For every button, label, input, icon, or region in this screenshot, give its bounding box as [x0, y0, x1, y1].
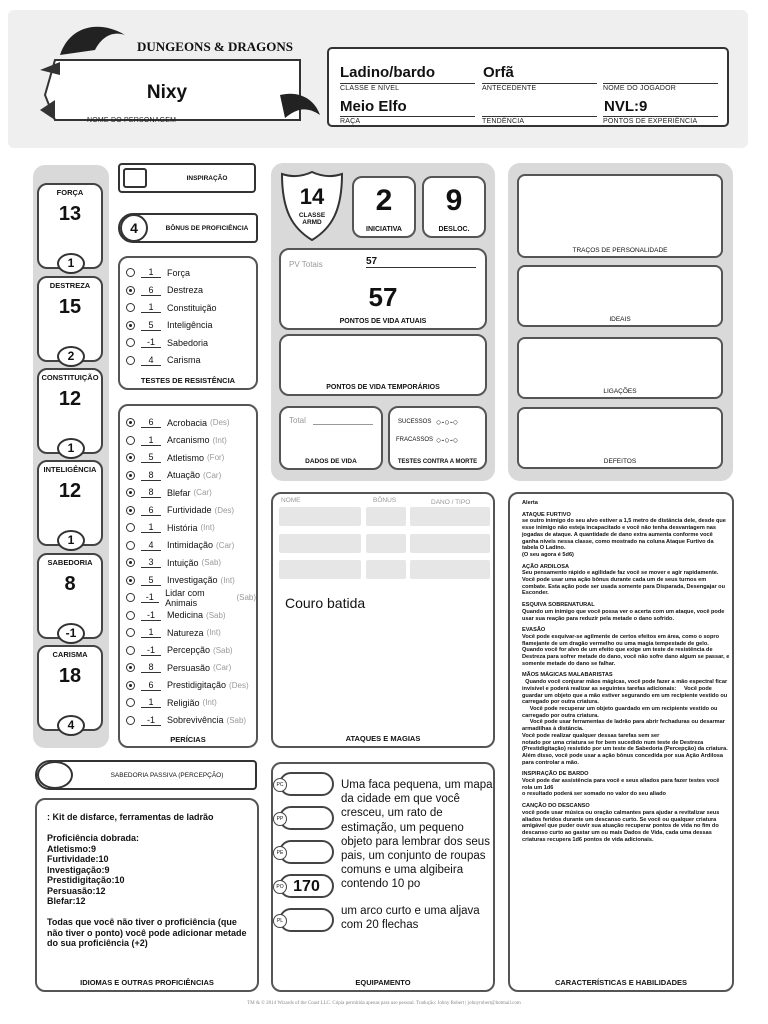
skill-value[interactable]: -1 — [141, 715, 161, 726]
proficiency-label: BÔNUS DE PROFICIÊNCIA — [165, 225, 249, 232]
languages-title: IDIOMAS E OUTRAS PROFICIÊNCIAS — [80, 978, 214, 987]
skill-attribute: (Sab) — [236, 593, 256, 603]
ability-modifier[interactable]: 2 — [57, 346, 85, 367]
speed-label: DESLOC. — [438, 226, 470, 233]
proficiency-bubble[interactable] — [126, 558, 135, 567]
inspiration-value[interactable] — [123, 168, 147, 188]
saving-throws-title: TESTES DE RESISTÊNCIA — [140, 376, 236, 385]
skill-row[interactable] — [126, 694, 256, 712]
race-label: RAÇA — [340, 116, 475, 125]
attacks-title: ATAQUES E MAGIAS — [345, 734, 421, 743]
flaws-box[interactable] — [517, 407, 723, 469]
proficiency-bubble[interactable] — [126, 523, 135, 532]
skill-row[interactable] — [126, 519, 256, 537]
background-value[interactable]: Orfã — [483, 64, 514, 81]
character-name[interactable]: Nixy — [146, 82, 188, 103]
proficiency-value[interactable]: 4 — [120, 214, 148, 242]
skill-row[interactable] — [126, 432, 256, 450]
skill-label: Acrobacia — [167, 417, 208, 428]
skill-label: Sobrevivência — [167, 715, 224, 726]
ability-4 — [37, 553, 103, 639]
alignment-label: TENDÊNCIA — [482, 116, 597, 125]
class-level-value[interactable]: Ladino/bardo — [340, 64, 435, 81]
ideals-label: IDEAIS — [609, 316, 631, 323]
feature-heading: ESQUIVA SOBRENATURAL — [522, 602, 595, 609]
skill-label: Intuição — [167, 557, 199, 568]
attacks-col-bonus: BÔNUS — [373, 497, 397, 504]
coin-label: PL — [273, 914, 287, 928]
saving-throw-value[interactable]: 1 — [141, 302, 161, 313]
skill-attribute: (Car) — [216, 540, 235, 550]
skill-attribute: (For) — [207, 453, 225, 463]
skill-attribute: (Des) — [210, 418, 230, 428]
saving-throw-label: Força — [167, 267, 191, 278]
coin-label: PP — [273, 812, 287, 826]
skill-value[interactable]: 1 — [141, 697, 161, 708]
features-title: CARACTERÍSTICAS E HABILIDADES — [554, 978, 688, 987]
proficiency-bubble[interactable] — [126, 303, 135, 312]
skill-row[interactable] — [126, 589, 256, 607]
saving-throw-label: Carisma — [167, 355, 201, 366]
saving-throw-row[interactable] — [126, 352, 217, 370]
saving-throws-panel — [118, 256, 258, 390]
bonds-label: LIGAÇÕES — [603, 388, 637, 395]
ability-modifier[interactable]: 1 — [57, 253, 85, 274]
attacks-col-name: NOME — [281, 497, 301, 504]
ability-score[interactable]: 15 — [58, 296, 82, 318]
hit-dice-label: DADOS DE VIDA — [305, 458, 357, 465]
proficiency-box — [118, 213, 258, 243]
skill-attribute: (Sab) — [201, 558, 222, 568]
feature-block — [522, 672, 730, 766]
death-saves-box — [388, 406, 487, 470]
saving-throw-row[interactable] — [126, 299, 217, 317]
attack-cell[interactable] — [279, 534, 361, 553]
skill-row[interactable] — [126, 572, 256, 590]
proficiency-bubble[interactable] — [126, 611, 135, 620]
skills-panel — [118, 404, 258, 748]
skill-label: Percepção — [167, 645, 211, 656]
skill-value[interactable]: 8 — [141, 470, 161, 481]
feature-block — [522, 803, 730, 843]
feature-body[interactable]: se outro inimigo do seu alvo estiver a 1,5 metro de distância dele, desde que esse inimigo não esteja incapacitado e você não tenha desvantagem nas jogadas de ataque. A quantidade de dano extra aumenta conforme você ganha níveis nessa classe, como mostrado na coluna Ataque Furtivo da tabela O Ladino. (O seu agora é 5d6) — [522, 518, 726, 558]
saving-throw-label: Constituição — [167, 302, 217, 313]
feature-heading: INSPIRAÇÃO DE BARDO — [522, 771, 589, 778]
feature-body[interactable]: Quando você conjurar mãos mágicas, você pode fazer a mão espectral ficar invisível e poderá realizar as seguintes tarefas adicionais: Você pode guardar um objeto que a mão estiver segurando em um recipiente vestido ou carregado por outra criatura. Você pode recuperar um objeto guardado em um recipiente vestido ou carregado por outra criatura. Você pode usar ferramentas de ladrão para abrir fechaduras ou desarmar armadilhas à distância. Você pode realizar qualquer dessas tarefas sem ser notado por uma criatura se for bem sucedido num teste de Destreza (Prestidigitação) resistido por um teste de Sabedoria (Percepção) da criatura. Além disso, você pode usar a ação bônus concedida por sua Ação Ardilosa para controlar a mão. — [522, 679, 728, 766]
equipment-text-2[interactable]: um arco curto e uma aljava com 20 flechas — [341, 905, 480, 932]
coin-label: PC — [273, 778, 287, 792]
saving-throw-value[interactable]: -1 — [141, 337, 161, 348]
ability-name: CARISMA — [52, 650, 88, 659]
feature-heading: AÇÃO ARDILOSA — [522, 563, 570, 570]
skill-attribute: (Car) — [213, 663, 232, 673]
feature-heading: ATAQUE FURTIVO — [522, 511, 571, 518]
skill-attribute: (Int) — [200, 523, 215, 533]
attack-cell[interactable] — [279, 507, 361, 526]
skill-attribute: (Des) — [214, 505, 235, 515]
proficiency-bubble[interactable] — [126, 436, 135, 445]
inspiration-box — [118, 163, 256, 193]
skill-label: Medicina — [167, 610, 204, 621]
skill-value[interactable]: 6 — [141, 505, 161, 516]
proficiency-bubble[interactable] — [126, 268, 135, 277]
feature-heading: MÃOS MÁGICAS MALABARISTAS — [522, 672, 613, 679]
ability-name: FORÇA — [56, 188, 84, 197]
hit-dice-box — [279, 406, 383, 470]
proficiency-bubble[interactable] — [126, 321, 135, 330]
passive-wisdom-label: SABEDORIA PASSIVA (PERCEPÇÃO) — [110, 772, 224, 779]
proficiency-bubble[interactable] — [126, 698, 135, 707]
hp-temp-label: PONTOS DE VIDA TEMPORÁRIOS — [326, 384, 440, 391]
feature-body[interactable]: Seu pensamento rápido e agilidade faz você se mover e agir rapidamente. Você pode usar uma ação bônus durante cada um de seus turnos em combate. Esta ação pode ser usada somente para Disparada, Desengajar ou Esconder. — [522, 570, 727, 597]
equipment-panel — [271, 762, 495, 992]
languages-panel — [35, 798, 259, 992]
hp-current-value[interactable]: 57 — [368, 282, 398, 312]
skill-row[interactable] — [126, 414, 256, 432]
saving-throw-row[interactable] — [126, 264, 217, 282]
skill-label: Investigação — [167, 575, 218, 586]
skill-row[interactable] — [126, 659, 256, 677]
ability-modifier[interactable]: -1 — [57, 623, 85, 644]
skill-value[interactable]: 8 — [141, 487, 161, 498]
ability-score[interactable]: 13 — [58, 203, 82, 225]
coin-box[interactable] — [276, 840, 334, 864]
class-level-label: CLASSE E NÍVEL — [340, 83, 475, 92]
skill-attribute: (Des) — [229, 680, 249, 690]
skill-value[interactable]: -1 — [141, 610, 161, 621]
skill-label: Persuasão — [167, 662, 211, 673]
coin-label: PO — [273, 880, 287, 894]
skill-attribute: (Int) — [206, 628, 221, 638]
feature-body[interactable]: Você pode esquivar-se agilmente de certos efeitos em área, como o sopro flamejante de um dragão vermelho ou uma magia tempestade de gelo. Quando você for alvo de um efeito que exige um teste de resistência de Destreza para sofrer metade do dano, você não sofre dano algum se passar, e somente metade do dano se falhar. — [522, 633, 731, 667]
skill-value[interactable]: 1 — [141, 435, 161, 446]
skill-row[interactable] — [126, 642, 256, 660]
initiative-value[interactable]: 2 — [375, 184, 393, 217]
features-panel — [508, 492, 734, 992]
ability-name: DESTREZA — [49, 281, 91, 290]
initiative-label: INICIATIVA — [366, 226, 402, 233]
proficiency-bubble[interactable] — [126, 286, 135, 295]
skill-value[interactable]: -1 — [141, 592, 160, 603]
death-fail-label: FRACASSOS — [396, 437, 434, 443]
speed-value[interactable]: 9 — [445, 184, 463, 217]
skill-value[interactable]: 4 — [141, 540, 161, 551]
saving-throw-value[interactable]: 5 — [141, 320, 161, 331]
saving-throw-value[interactable]: 6 — [141, 285, 161, 296]
ideals-box[interactable] — [517, 265, 723, 327]
proficiency-bubble[interactable] — [126, 488, 135, 497]
skill-attribute: (Sab) — [206, 610, 226, 620]
hp-max-value[interactable]: 57 — [366, 256, 476, 268]
skill-value[interactable]: 5 — [141, 575, 161, 586]
feature-block — [522, 500, 730, 507]
skill-row[interactable] — [126, 607, 256, 625]
ability-5 — [37, 645, 103, 731]
feature-heading: EVASÃO — [522, 627, 546, 634]
attacks-col-damage: DANO / TIPO — [431, 499, 471, 506]
xp-label: PONTOS DE EXPERIÊNCIA — [603, 116, 718, 125]
flaws-label: DEFEITOS — [603, 458, 637, 465]
ability-score[interactable]: 12 — [58, 480, 82, 502]
armor-class-value[interactable]: 14 — [299, 184, 325, 209]
attack-cell[interactable] — [366, 534, 406, 553]
armor-class-label: CLASSE ARMD — [298, 212, 326, 226]
logo-text: DUNGEONS & DRAGONS — [137, 39, 294, 54]
attack-cell[interactable] — [410, 560, 490, 579]
skill-attribute: (Car) — [203, 470, 222, 480]
race-value[interactable]: Meio Elfo — [340, 98, 407, 115]
hp-current-box — [279, 248, 487, 330]
skill-row[interactable] — [126, 554, 256, 572]
skill-label: Furtividade — [167, 505, 212, 516]
skill-label: Religião — [167, 697, 200, 708]
proficiency-bubble[interactable] — [126, 646, 135, 655]
equipment-text-1[interactable]: Uma faca pequena, um mapa da cidade em que você cresceu, um rato de estimação, um pequeno objeto para lembrar dos seus pais, um conjunto de roupas comuns e uma algibeira contendo 10 po — [341, 779, 493, 891]
saving-throw-value[interactable]: 4 — [141, 355, 161, 366]
feature-block — [522, 564, 730, 598]
player-name-label: NOME DO JOGADOR — [603, 83, 718, 92]
attack-cell[interactable] — [366, 560, 406, 579]
ability-modifier[interactable]: 4 — [57, 715, 85, 736]
coin-value[interactable]: 170 — [293, 878, 320, 895]
skill-value[interactable]: 3 — [141, 557, 161, 568]
initiative-box — [352, 176, 416, 238]
footer-text: TM & © 2014 Wizards of the Coast LLC. Cópia permitida apenas para uso pessoal. Tradução: Johny Robert | johnyrobert@hotmail.com — [247, 1001, 521, 1006]
ability-1 — [37, 276, 103, 362]
skill-attribute: (Car) — [193, 488, 212, 498]
hp-max-label: PV Totais — [289, 260, 323, 269]
ability-score[interactable]: 12 — [58, 388, 82, 410]
feature-heading: Alerta — [522, 500, 538, 506]
skill-value[interactable]: 8 — [141, 662, 161, 673]
ability-modifier[interactable]: 1 — [57, 530, 85, 551]
proficiency-bubble[interactable] — [126, 576, 135, 585]
attacks-text[interactable]: Couro batida — [285, 595, 366, 611]
proficiency-bubble[interactable] — [126, 716, 135, 725]
ability-name: INTELIGÊNCIA — [43, 465, 97, 474]
skill-value[interactable]: 6 — [141, 680, 161, 691]
feature-block — [522, 512, 730, 559]
proficiency-bubble[interactable] — [126, 418, 135, 427]
feature-block — [522, 771, 730, 798]
death-saves-label: TESTES CONTRA A MORTE — [397, 459, 478, 465]
passive-wisdom-value[interactable] — [37, 761, 73, 789]
equipment-title: EQUIPAMENTO — [355, 978, 411, 987]
ability-name: SABEDORIA — [47, 558, 93, 567]
skill-value[interactable]: 1 — [141, 522, 161, 533]
skill-label: Atletismo — [167, 452, 205, 463]
skill-row[interactable] — [126, 712, 256, 730]
skill-value[interactable]: -1 — [141, 645, 161, 656]
attack-cell[interactable] — [279, 560, 361, 579]
skill-label: Intimidação — [167, 540, 214, 551]
attacks-panel — [271, 492, 495, 748]
speed-box — [422, 176, 486, 238]
skill-value[interactable]: 1 — [141, 627, 161, 638]
death-success-bubbles[interactable]: ○-○-○ — [436, 417, 459, 427]
ability-3 — [37, 460, 103, 546]
saving-throw-label: Inteligência — [167, 320, 213, 331]
skill-row[interactable] — [126, 677, 256, 695]
proficiency-bubble[interactable] — [126, 471, 135, 480]
coin-label: PE — [273, 846, 287, 860]
death-fail-bubbles[interactable]: ○-○-○ — [436, 435, 459, 445]
personality-box[interactable] — [517, 174, 723, 258]
skill-label: História — [167, 522, 198, 533]
skill-label: Arcanismo — [167, 435, 210, 446]
skills-title: PERÍCIAS — [170, 735, 206, 744]
hp-temp-box — [279, 334, 487, 396]
proficiency-bubble[interactable] — [126, 681, 135, 690]
proficiency-bubble[interactable] — [126, 338, 135, 347]
saving-throw-label: Destreza — [167, 285, 204, 296]
skill-attribute: (Sab) — [226, 715, 247, 725]
attack-cell[interactable] — [366, 507, 406, 526]
background-label: ANTECEDENTE — [482, 83, 597, 92]
proficiency-bubble[interactable] — [126, 663, 135, 672]
skill-attribute: (Sab) — [213, 645, 233, 655]
saving-throw-row[interactable] — [126, 334, 217, 352]
feature-body[interactable]: Você pode dar assistência para você e seus aliados para fazer testes você rola um 1d6 o resultado poderá ser somado no valor do seu aliado — [522, 778, 720, 798]
saving-throw-value[interactable]: 1 — [141, 267, 161, 278]
skill-row[interactable] — [126, 467, 256, 485]
feature-block — [522, 602, 730, 622]
skill-label: Lidar com Animais — [165, 587, 205, 608]
skill-row[interactable] — [126, 502, 256, 520]
proficiency-bubble[interactable] — [126, 453, 135, 462]
saving-throw-label: Sabedoria — [167, 337, 209, 348]
feature-block — [522, 627, 730, 667]
saving-throw-row[interactable] — [126, 282, 217, 300]
attack-cell[interactable] — [410, 534, 490, 553]
bonds-box[interactable] — [517, 337, 723, 399]
passive-wisdom-box — [35, 760, 257, 790]
coin-box[interactable] — [276, 772, 334, 796]
skill-row[interactable] — [126, 449, 256, 467]
proficiency-bubble[interactable] — [126, 356, 135, 365]
languages-text[interactable]: : Kit de disfarce, ferramentas de ladrão Proficiência dobrada: Atletismo:9 Furtividade:10 Investigação:9 Prestidigitação:10 Persuasão:12 Blefar:12 Todas que você não tiver o proficiência (que não tiver o ponto) você pode adicionar metade do sua proficiência (+2) — [47, 812, 247, 948]
ability-0 — [37, 183, 103, 269]
skill-label: Blefar — [167, 487, 191, 498]
coin-box[interactable] — [276, 806, 334, 830]
skill-value[interactable]: 6 — [141, 417, 161, 428]
ability-score[interactable]: 18 — [58, 665, 82, 687]
ability-name: CONSTITUIÇÃO — [41, 373, 99, 382]
proficiency-bubble[interactable] — [126, 541, 135, 550]
personality-label: TRAÇOS DE PERSONALIDADE — [572, 247, 668, 254]
xp-value[interactable]: NVL:9 — [604, 98, 648, 115]
skill-row[interactable] — [126, 484, 256, 502]
skill-label: Prestidigitação — [167, 680, 227, 691]
skill-label: Natureza — [167, 627, 204, 638]
skill-row[interactable] — [126, 537, 256, 555]
feature-body[interactable]: você pode usar música ou oração calmantes para ajudar a revitalizar seus aliados feridos durante um descanso curto. Se você ou qualquer criatura amigável que puder ouvir sua atuação recuperar pontos de vida no fim do descanso curto ao gastar um ou mais Dados de Vida, cada uma dessas criaturas recupera 1d6 pontos de vida adicionais. — [522, 809, 721, 843]
feature-heading: CANÇÃO DO DESCANSO — [522, 803, 590, 810]
character-name-label: NOME DO PERSONAGEM — [87, 117, 177, 124]
skill-label: Atuação — [167, 470, 201, 481]
attack-cell[interactable] — [410, 507, 490, 526]
ability-modifier[interactable]: 1 — [57, 438, 85, 459]
coin-box[interactable] — [276, 874, 334, 898]
skill-attribute: (Int) — [220, 575, 235, 585]
coin-box[interactable] — [276, 908, 334, 932]
death-success-label: SUCESSOS — [398, 419, 432, 425]
saving-throw-row[interactable] — [126, 317, 217, 335]
proficiency-bubble[interactable] — [126, 506, 135, 515]
hp-current-label: PONTOS DE VIDA ATUAIS — [339, 318, 427, 325]
inspiration-label: INSPIRAÇÃO — [186, 175, 228, 182]
proficiency-bubble[interactable] — [126, 628, 135, 637]
skill-attribute: (Int) — [202, 698, 217, 708]
ability-score[interactable]: 8 — [64, 573, 76, 595]
skill-attribute: (Int) — [212, 435, 227, 445]
hit-dice-total-label: Total — [289, 416, 306, 425]
skill-value[interactable]: 5 — [141, 452, 161, 463]
feature-body[interactable]: Quando um inimigo que você possa ver o acerta com um ataque, você pode usar sua reação para reduzir pela metade o dano sofrido. — [522, 608, 726, 622]
skill-row[interactable] — [126, 624, 256, 642]
ability-2 — [37, 368, 103, 454]
proficiency-bubble[interactable] — [126, 593, 135, 602]
